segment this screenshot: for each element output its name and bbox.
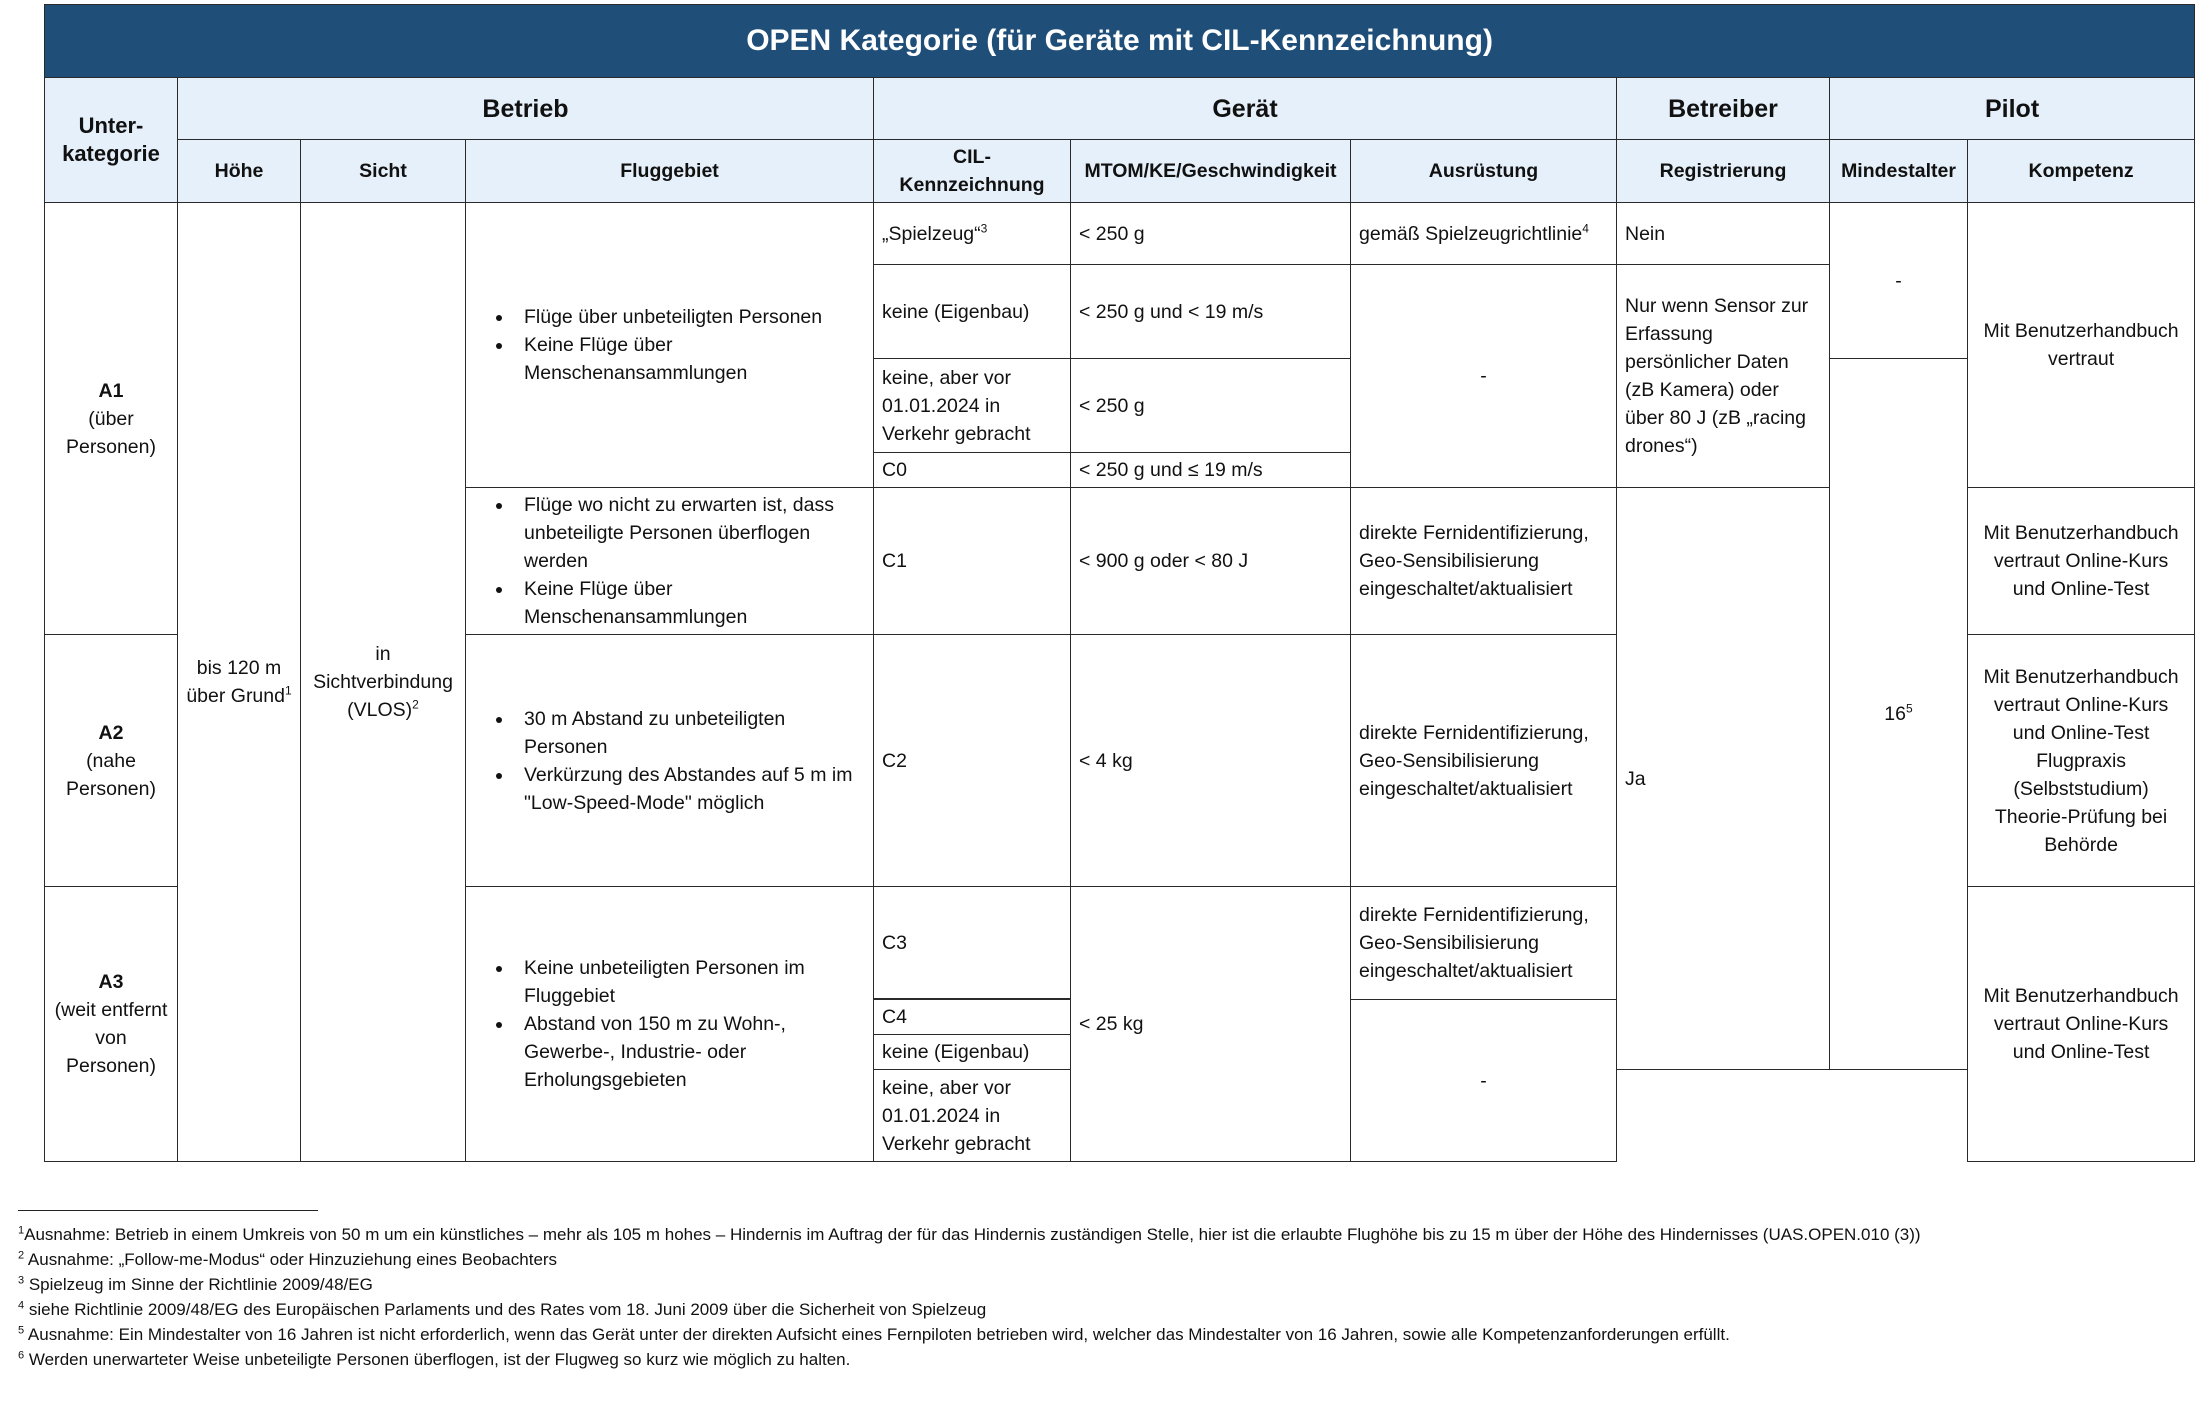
ausruestung-a3-dash: - xyxy=(1351,1000,1617,1162)
footnote-ref: 1 xyxy=(284,683,292,698)
footnote-5 xyxy=(18,1322,2188,1347)
footnote-num: 5 xyxy=(18,1324,25,1337)
footnote-6 xyxy=(18,1347,2188,1372)
ausruestung-c1: direkte Fernidentifizierung, Geo-Sensibilisierung eingeschaltet/aktualisiert xyxy=(1351,488,1617,635)
hoehe-cell xyxy=(178,203,301,1162)
kompetenz-a2: Mit Benutzerhandbuch vertraut Online-Kurs und Online-Test Flugpraxis (Selbststudium) Theorie-Prüfung bei Behörde xyxy=(1968,635,2195,887)
cil-c2: C2 xyxy=(874,635,1071,887)
footnote-num: 4 xyxy=(18,1299,25,1312)
footnote-text: Werden unerwarteter Weise unbeteiligte Personen überflogen, ist der Flugweg so kurz wie möglich zu halten. xyxy=(24,1350,851,1369)
mtom-c1: < 900 g oder < 80 J xyxy=(1071,488,1351,635)
cil-c1: C1 xyxy=(874,488,1071,635)
header-betrieb: Betrieb xyxy=(178,78,874,140)
mtom-eigenbau: < 250 g und < 19 m/s xyxy=(1071,265,1351,359)
mindestalter-a1: - xyxy=(1830,203,1968,359)
footnote-ref: 4 xyxy=(1582,221,1589,235)
header-geraet: Gerät xyxy=(874,78,1617,140)
footnote-ref: 2 xyxy=(412,697,419,712)
footnotes xyxy=(18,1222,2188,1372)
list-item: • Keine Flüge über Menschenansammlungen xyxy=(514,575,865,631)
footnote-num: 3 xyxy=(18,1274,25,1287)
fluggebiet-a1 xyxy=(466,203,874,488)
list-item: • 30 m Abstand zu unbeteiligten Personen xyxy=(514,705,865,761)
category-a2 xyxy=(45,635,178,887)
mtom-vor: < 250 g xyxy=(1071,359,1351,453)
mtom-spielzeug: < 250 g xyxy=(1071,203,1351,265)
col-hoehe: Höhe xyxy=(178,140,301,203)
list-item: • Keine unbeteiligten Personen im Fluggebiet xyxy=(514,954,865,1010)
mtom-a3: < 25 kg xyxy=(1071,887,1351,1162)
footnote-num: 6 xyxy=(18,1349,25,1362)
fluggebiet-a2 xyxy=(466,635,874,887)
list-item: • Flüge wo nicht zu erwarten ist, dass unbeteiligte Personen überflogen werden xyxy=(514,491,865,575)
cil-spielzeug xyxy=(874,203,1071,265)
ausruestung-spielzeug-text: gemäß Spielzeugrichtlinie xyxy=(1359,222,1583,245)
footnote-ref: 5 xyxy=(1906,701,1913,716)
cil-keine-vor: keine, aber vor 01.01.2024 in Verkehr gebracht xyxy=(874,359,1071,453)
col-cil: CIL-Kennzeichnung xyxy=(874,140,1071,203)
list-item: • Flüge über unbeteiligten Personen xyxy=(514,303,865,331)
col-registrierung: Registrierung xyxy=(1617,140,1830,203)
col-sicht: Sicht xyxy=(301,140,466,203)
footnote-ref: 3 xyxy=(980,221,988,235)
cil-c3: C3 xyxy=(874,887,1071,999)
col-fluggebiet: Fluggebiet xyxy=(466,140,874,203)
fluggebiet-a3 xyxy=(466,887,874,1162)
sicht-text: in Sichtverbindung (VLOS) xyxy=(313,643,453,721)
category-a3 xyxy=(45,887,178,1162)
open-category-table xyxy=(44,4,2195,1162)
ausruestung-c2: direkte Fernidentifizierung, Geo-Sensibilisierung eingeschaltet/aktualisiert xyxy=(1351,635,1617,887)
footnote-2 xyxy=(18,1247,2188,1272)
registrierung-nein: Nein xyxy=(1617,203,1830,265)
cil-spielzeug-text: „Spielzeug“ xyxy=(882,222,981,245)
cil-c4: C4 xyxy=(874,1000,1071,1035)
header-pilot: Pilot xyxy=(1830,78,2195,140)
cil-keine-vor-a3: keine, aber vor 01.01.2024 in Verkehr gebracht xyxy=(874,1070,1071,1162)
category-code: A3 xyxy=(98,971,124,993)
table-title: OPEN Kategorie (für Geräte mit CIL-Kennzeichnung) xyxy=(45,5,2195,78)
list-item: • Keine Flüge über Menschenansammlungen xyxy=(514,331,865,387)
ausruestung-c3: direkte Fernidentifizierung, Geo-Sensibilisierung eingeschaltet/aktualisiert xyxy=(1351,887,1617,1000)
footnote-3 xyxy=(18,1272,2188,1297)
footnote-text: Ausnahme: „Follow-me-Modus“ oder Hinzuziehung eines Beobachters xyxy=(24,1250,558,1269)
category-desc: (über Personen) xyxy=(66,407,156,458)
kompetenz-a3: Mit Benutzerhandbuch vertraut Online-Kurs und Online-Test xyxy=(1968,887,2195,1162)
category-a1 xyxy=(45,203,178,635)
ausruestung-a1-dash: - xyxy=(1351,265,1617,488)
cil-keine-eigenbau-a3: keine (Eigenbau) xyxy=(874,1035,1071,1070)
footnote-text: Ausnahme: Betrieb in einem Umkreis von 50 m um ein künstliches – mehr als 105 m hohes – Hindernis im Auftrag der für das Hindernis zuständigen Stelle, hier ist die erlaubte Flughöhe bis zu 15 m über der Höhe des Hindernisses (UAS.OPEN.010 (3)) xyxy=(24,1225,1921,1244)
footnote-text: Ausnahme: Ein Mindestalter von 16 Jahren ist nicht erforderlich, wenn das Gerät unter der direkten Aufsicht eines Fernpiloten betrieben wird, welcher das Mindestalter von 16 Jahren, sowie alle Kompetenzanforderungen erfüllt. xyxy=(24,1325,1730,1344)
category-desc: (weit entfernt von Personen) xyxy=(54,999,168,1077)
col-mindestalter: Mindestalter xyxy=(1830,140,1968,203)
list-item: • Verkürzung des Abstandes auf 5 m im "Low-Speed-Mode" möglich xyxy=(514,761,865,817)
footnote-text: Spielzeug im Sinne der Richtlinie 2009/48/EG xyxy=(24,1275,373,1294)
mtom-c0: < 250 g und ≤ 19 m/s xyxy=(1071,453,1351,488)
footnote-1 xyxy=(18,1222,2188,1247)
footnote-text: siehe Richtlinie 2009/48/EG des Europäischen Parlaments und des Rates vom 18. Juni 2009 über die Sicherheit von Spielzeug xyxy=(24,1300,987,1319)
hoehe-text: bis 120 m über Grund xyxy=(186,657,285,707)
header-betreiber: Betreiber xyxy=(1617,78,1830,140)
header-unterkategorie: Unter-kategorie xyxy=(45,78,178,203)
mindestalter-age: 16 xyxy=(1884,703,1906,725)
list-item: • Abstand von 150 m zu Wohn-, Gewerbe-, Industrie- oder Erholungsgebieten xyxy=(514,1010,865,1094)
kompetenz-c1: Mit Benutzerhandbuch vertraut Online-Kurs und Online-Test xyxy=(1968,488,2195,635)
registrierung-ja: Ja xyxy=(1617,488,1830,1070)
cil-c0: C0 xyxy=(874,453,1071,488)
mtom-c2: < 4 kg xyxy=(1071,635,1351,887)
kompetenz-a1: Mit Benutzerhandbuch vertraut xyxy=(1968,203,2195,488)
footnote-divider xyxy=(18,1210,318,1211)
col-kompetenz: Kompetenz xyxy=(1968,140,2195,203)
category-code: A1 xyxy=(98,379,124,402)
col-mtom: MTOM/KE/Geschwindigkeit xyxy=(1071,140,1351,203)
sicht-cell xyxy=(301,203,466,1162)
footnote-4 xyxy=(18,1297,2188,1322)
registrierung-sensor: Nur wenn Sensor zur Erfassung persönlicher Daten (zB Kamera) oder über 80 J (zB „racing drones“) xyxy=(1617,265,1830,488)
cil-keine-eigenbau: keine (Eigenbau) xyxy=(874,265,1071,359)
col-ausruestung: Ausrüstung xyxy=(1351,140,1617,203)
ausruestung-spielzeug xyxy=(1351,203,1617,265)
mindestalter-16 xyxy=(1830,359,1968,1070)
category-code: A2 xyxy=(98,721,124,744)
footnote-num: 1 xyxy=(18,1224,25,1237)
fluggebiet-a1-c1 xyxy=(466,488,874,635)
footnote-num: 2 xyxy=(18,1249,25,1262)
category-desc: (nahe Personen) xyxy=(66,749,156,800)
